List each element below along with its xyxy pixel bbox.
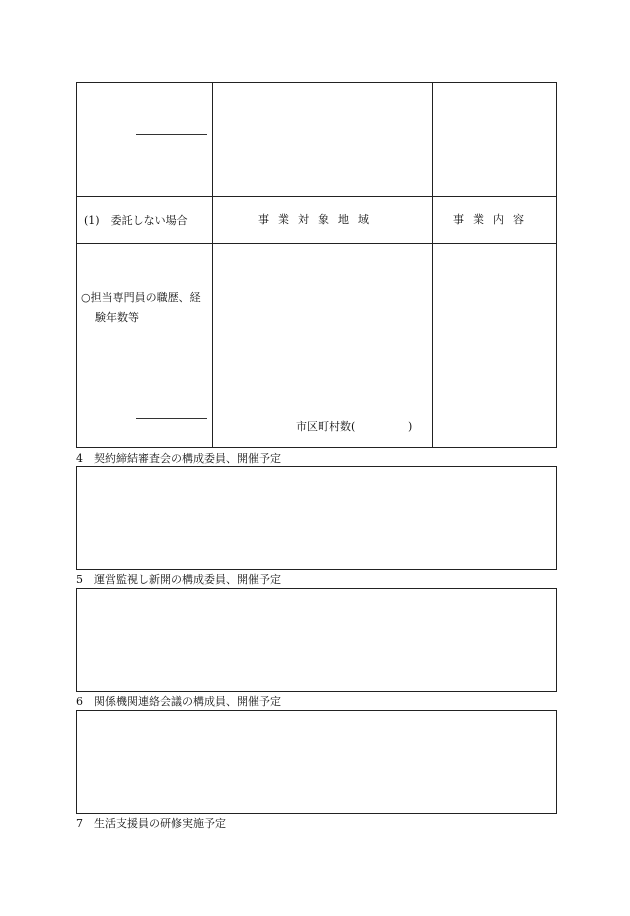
table-row-divider-1 — [76, 196, 557, 197]
row1-signature-line — [136, 134, 207, 135]
section-4-box — [76, 466, 557, 570]
table-col-divider-2 — [432, 82, 433, 448]
section-5-heading: 5 運営監視し新開の構成委員、開催予定 — [76, 573, 281, 586]
table-row-divider-2 — [76, 243, 557, 244]
target-area-header: 事業対象地域 — [258, 213, 378, 226]
section-7-heading: 7 生活支援員の研修実施予定 — [76, 817, 226, 830]
table-left-border — [76, 82, 77, 448]
section-6-heading: 6 関係機関連絡会議の構成員、開催予定 — [76, 695, 281, 708]
specialist-career-line2: 験年数等 — [95, 311, 139, 324]
no-outsourcing-label: (1) 委託しない場合 — [84, 214, 188, 227]
section-6-box — [76, 710, 557, 814]
table-col-divider-1 — [212, 82, 213, 448]
municipality-count-label: 市区町村数( — [296, 420, 356, 433]
table-right-border — [556, 82, 557, 448]
municipality-count-close: ) — [408, 420, 413, 433]
table-top-border — [76, 82, 557, 83]
specialist-career-line1: ○担当専門員の職歴、経 — [81, 291, 201, 304]
table-bottom-border — [76, 447, 557, 448]
row3-signature-line — [136, 418, 207, 419]
section-4-heading: 4 契約締結審査会の構成委員、開催予定 — [76, 452, 281, 465]
section-5-box — [76, 588, 557, 692]
business-content-header: 事業内容 — [453, 213, 533, 226]
